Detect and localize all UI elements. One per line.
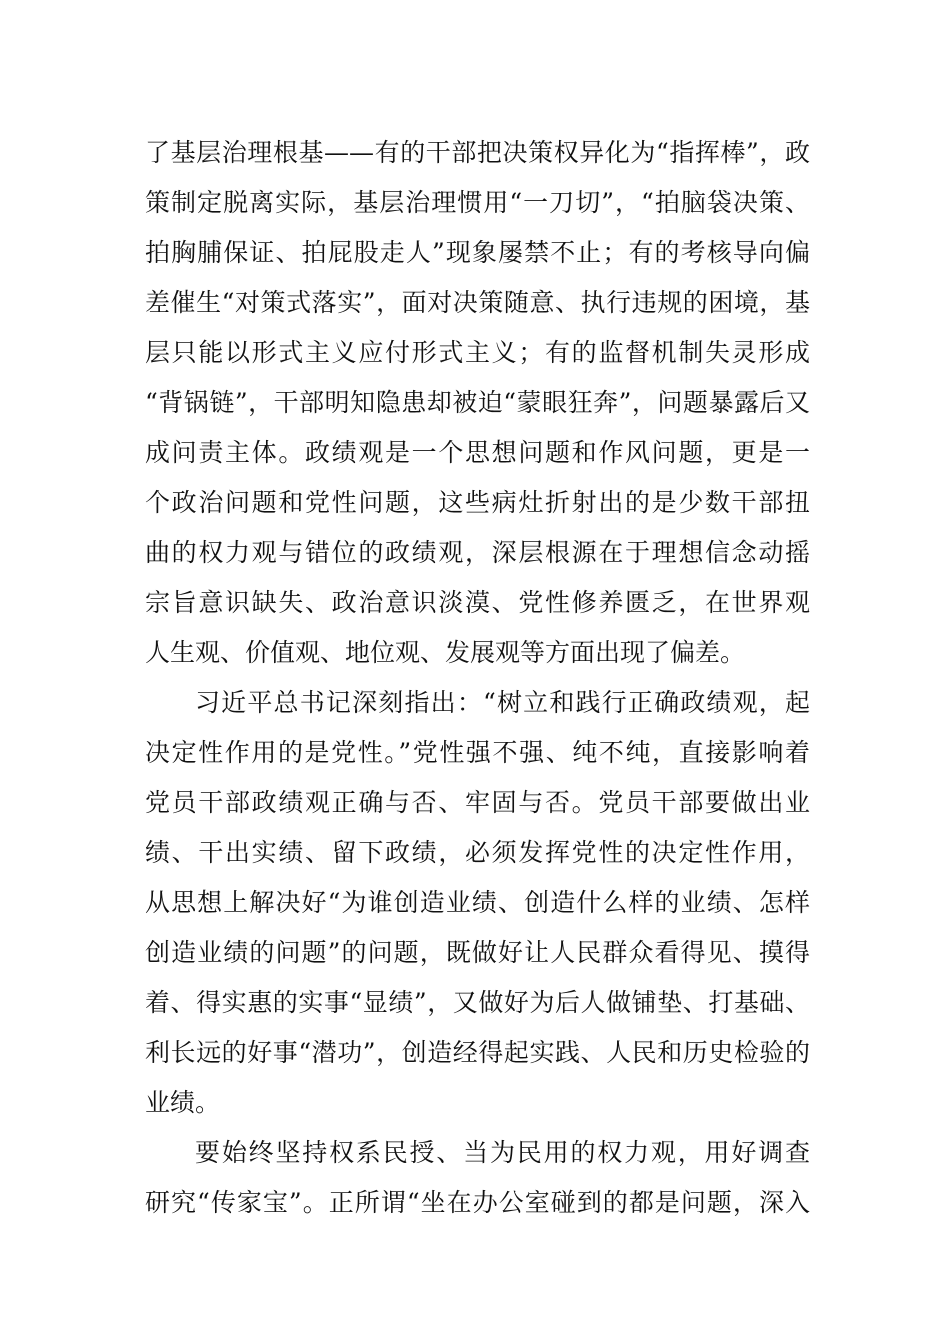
paragraph-line: 差催生“对策式落实”，面对决策随意、执行违规的困境，基 bbox=[145, 288, 810, 317]
paragraph-line: 人生观、价值观、地位观、发展观等方面出现了偏差。 bbox=[145, 638, 746, 667]
paragraph-line: 个政治问题和党性问题，这些病灶折射出的是少数干部扭 bbox=[145, 488, 810, 517]
paragraph-line: “背锅链”，干部明知隐患却被迫“蒙眼狂奔”，问题暴露后又 bbox=[145, 388, 810, 417]
paragraph-line: 研究“传家宝”。正所谓“坐在办公室碰到的都是问题，深入 bbox=[145, 1188, 810, 1217]
paragraph-line: 从思想上解决好“为谁创造业绩、创造什么样的业绩、怎样 bbox=[145, 888, 810, 917]
paragraph-2 bbox=[145, 678, 810, 1128]
document-body bbox=[145, 128, 810, 1228]
paragraph-line: 业绩。 bbox=[145, 1088, 221, 1117]
paragraph-line: 习近平总书记深刻指出：“树立和践行正确政绩观，起 bbox=[195, 688, 810, 717]
paragraph-line: 决定性作用的是党性。”党性强不强、纯不纯，直接影响着 bbox=[145, 738, 810, 767]
paragraph-line: 创造业绩的问题”的问题，既做好让人民群众看得见、摸得 bbox=[145, 938, 810, 967]
paragraph-line: 要始终坚持权系民授、当为民用的权力观，用好调查 bbox=[195, 1138, 810, 1167]
paragraph-line: 拍胸脯保证、拍屁股走人”现象屡禁不止；有的考核导向偏 bbox=[145, 238, 810, 267]
paragraph-line: 层只能以形式主义应付形式主义；有的监督机制失灵形成 bbox=[145, 338, 810, 367]
paragraph-1 bbox=[145, 128, 810, 678]
paragraph-line: 策制定脱离实际，基层治理惯用“一刀切”，“拍脑袋决策、 bbox=[145, 188, 810, 217]
paragraph-line: 成问责主体。政绩观是一个思想问题和作风问题，更是一 bbox=[145, 438, 810, 467]
paragraph-line: 曲的权力观与错位的政绩观，深层根源在于理想信念动摇 bbox=[145, 538, 810, 567]
paragraph-line: 党员干部政绩观正确与否、牢固与否。党员干部要做出业 bbox=[145, 788, 810, 817]
paragraph-line: 了基层治理根基——有的干部把决策权异化为“指挥棒”，政 bbox=[145, 138, 810, 167]
paragraph-line: 着、得实惠的实事“显绩”，又做好为后人做铺垫、打基础、 bbox=[145, 988, 810, 1017]
paragraph-line: 宗旨意识缺失、政治意识淡漠、党性修养匮乏，在世界观 bbox=[145, 588, 810, 617]
paragraph-line: 绩、干出实绩、留下政绩，必须发挥党性的决定性作用， bbox=[145, 838, 810, 867]
paragraph-line: 利长远的好事“潜功”，创造经得起实践、人民和历史检验的 bbox=[145, 1038, 810, 1067]
paragraph-3 bbox=[145, 1128, 810, 1228]
